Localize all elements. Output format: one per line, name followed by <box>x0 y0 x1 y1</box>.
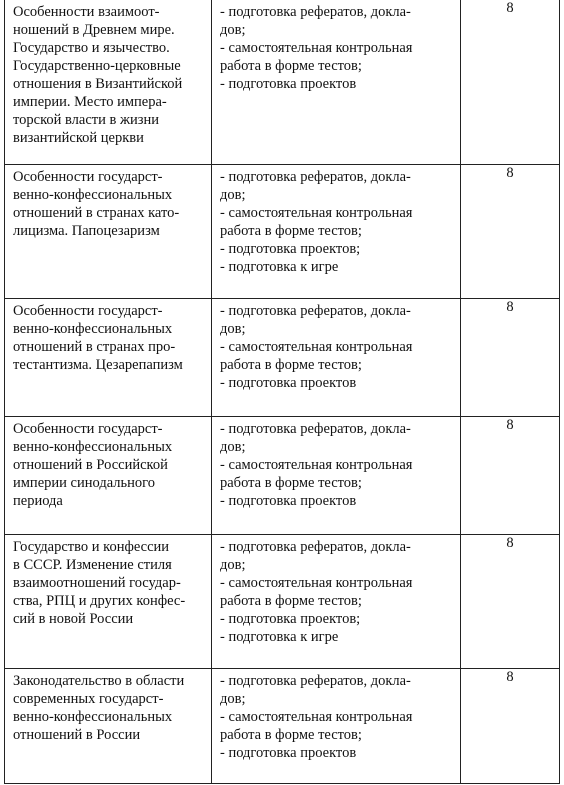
hours-cell <box>461 669 560 784</box>
topic-line: в СССР. Изменение стиля <box>13 557 172 573</box>
topic-line: империи. Место импера- <box>13 94 167 110</box>
topic-line: венно-конфессиональных <box>13 187 173 203</box>
work-line: работа в форме тестов; <box>220 58 362 74</box>
topic-cell <box>5 0 212 165</box>
work-line: - самостоятельная контрольная <box>220 457 413 473</box>
work-line: дов; <box>220 22 246 38</box>
work-line: - подготовка проектов <box>220 375 357 391</box>
topic-line: ства, РПЦ и других конфес- <box>13 593 186 609</box>
hours-value: 8 <box>506 417 514 433</box>
topic-line: Особенности государст- <box>13 303 163 319</box>
work-cell <box>212 669 461 784</box>
topic-line: империи синодального <box>13 475 155 491</box>
table-body <box>5 0 560 784</box>
work-line: - подготовка рефератов, докла- <box>220 303 411 319</box>
hours-cell <box>461 417 560 535</box>
work-line: - подготовка проектов <box>220 76 357 92</box>
work-line: - подготовка рефератов, докла- <box>220 169 411 185</box>
hours-value: 8 <box>506 0 514 16</box>
work-line: - подготовка рефератов, докла- <box>220 539 411 555</box>
topic-line: современных государст- <box>13 691 164 707</box>
work-line: работа в форме тестов; <box>220 223 362 239</box>
topic-line: отношений в странах като- <box>13 205 180 221</box>
topic-line: лицизма. Папоцезаризм <box>13 223 160 239</box>
work-line: работа в форме тестов; <box>220 593 362 609</box>
work-line: - самостоятельная контрольная <box>220 40 413 56</box>
hours-value: 8 <box>506 299 514 315</box>
work-line: дов; <box>220 691 246 707</box>
work-line: дов; <box>220 187 246 203</box>
work-line: - подготовка рефератов, докла- <box>220 673 411 689</box>
work-line: - подготовка проектов; <box>220 241 361 257</box>
work-line: - подготовка проектов <box>220 493 357 509</box>
work-line: работа в форме тестов; <box>220 475 362 491</box>
topic-line: Особенности взаимоот- <box>13 4 160 20</box>
curriculum-table <box>4 0 560 784</box>
topic-line: взаимоотношений государ- <box>13 575 181 591</box>
table-row <box>5 669 560 784</box>
topic-line: венно-конфессиональных <box>13 321 173 337</box>
work-cell <box>212 535 461 669</box>
topic-cell <box>5 417 212 535</box>
topic-line: отношения в Византийской <box>13 76 183 92</box>
hours-cell <box>461 299 560 417</box>
topic-line: периода <box>13 493 63 509</box>
work-line: - самостоятельная контрольная <box>220 205 413 221</box>
topic-cell <box>5 669 212 784</box>
work-cell <box>212 0 461 165</box>
work-cell <box>212 299 461 417</box>
table-row <box>5 165 560 299</box>
topic-line: торской власти в жизни <box>13 112 160 128</box>
topic-line: Особенности государст- <box>13 169 163 185</box>
table-row <box>5 417 560 535</box>
work-line: - подготовка к игре <box>220 629 339 645</box>
work-line: - самостоятельная контрольная <box>220 709 413 725</box>
hours-cell <box>461 0 560 165</box>
topic-line: венно-конфессиональных <box>13 709 173 725</box>
topic-line: Государство и конфессии <box>13 539 170 555</box>
hours-value: 8 <box>506 669 514 685</box>
topic-line: тестантизма. Цезарепапизм <box>13 357 183 373</box>
hours-value: 8 <box>506 165 514 181</box>
work-line: работа в форме тестов; <box>220 357 362 373</box>
table-row <box>5 0 560 165</box>
topic-line: сий в новой России <box>13 611 134 627</box>
work-line: дов; <box>220 439 246 455</box>
work-line: дов; <box>220 557 246 573</box>
topic-cell <box>5 165 212 299</box>
work-line: - самостоятельная контрольная <box>220 575 413 591</box>
work-line: - подготовка проектов; <box>220 611 361 627</box>
topic-line: венно-конфессиональных <box>13 439 173 455</box>
table-row <box>5 535 560 669</box>
work-cell <box>212 417 461 535</box>
topic-line: Государство и язычество. <box>13 40 170 56</box>
work-line: - самостоятельная контрольная <box>220 339 413 355</box>
topic-cell <box>5 535 212 669</box>
topic-line: византийской церкви <box>13 130 144 146</box>
topic-line: Особенности государст- <box>13 421 163 437</box>
work-line: дов; <box>220 321 246 337</box>
hours-cell <box>461 165 560 299</box>
work-line: - подготовка рефератов, докла- <box>220 421 411 437</box>
topic-line: ношений в Древнем мире. <box>13 22 175 38</box>
table-row <box>5 299 560 417</box>
hours-cell <box>461 535 560 669</box>
topic-line: Законодательство в области <box>13 673 185 689</box>
work-line: - подготовка рефератов, докла- <box>220 4 411 20</box>
topic-line: отношений в России <box>13 727 141 743</box>
work-line: работа в форме тестов; <box>220 727 362 743</box>
hours-value: 8 <box>506 535 514 551</box>
work-line: - подготовка к игре <box>220 259 339 275</box>
topic-line: отношений в Российской <box>13 457 168 473</box>
work-line: - подготовка проектов <box>220 745 357 761</box>
topic-cell <box>5 299 212 417</box>
topic-line: отношений в странах про- <box>13 339 176 355</box>
work-cell <box>212 165 461 299</box>
topic-line: Государственно-церковные <box>13 58 181 74</box>
